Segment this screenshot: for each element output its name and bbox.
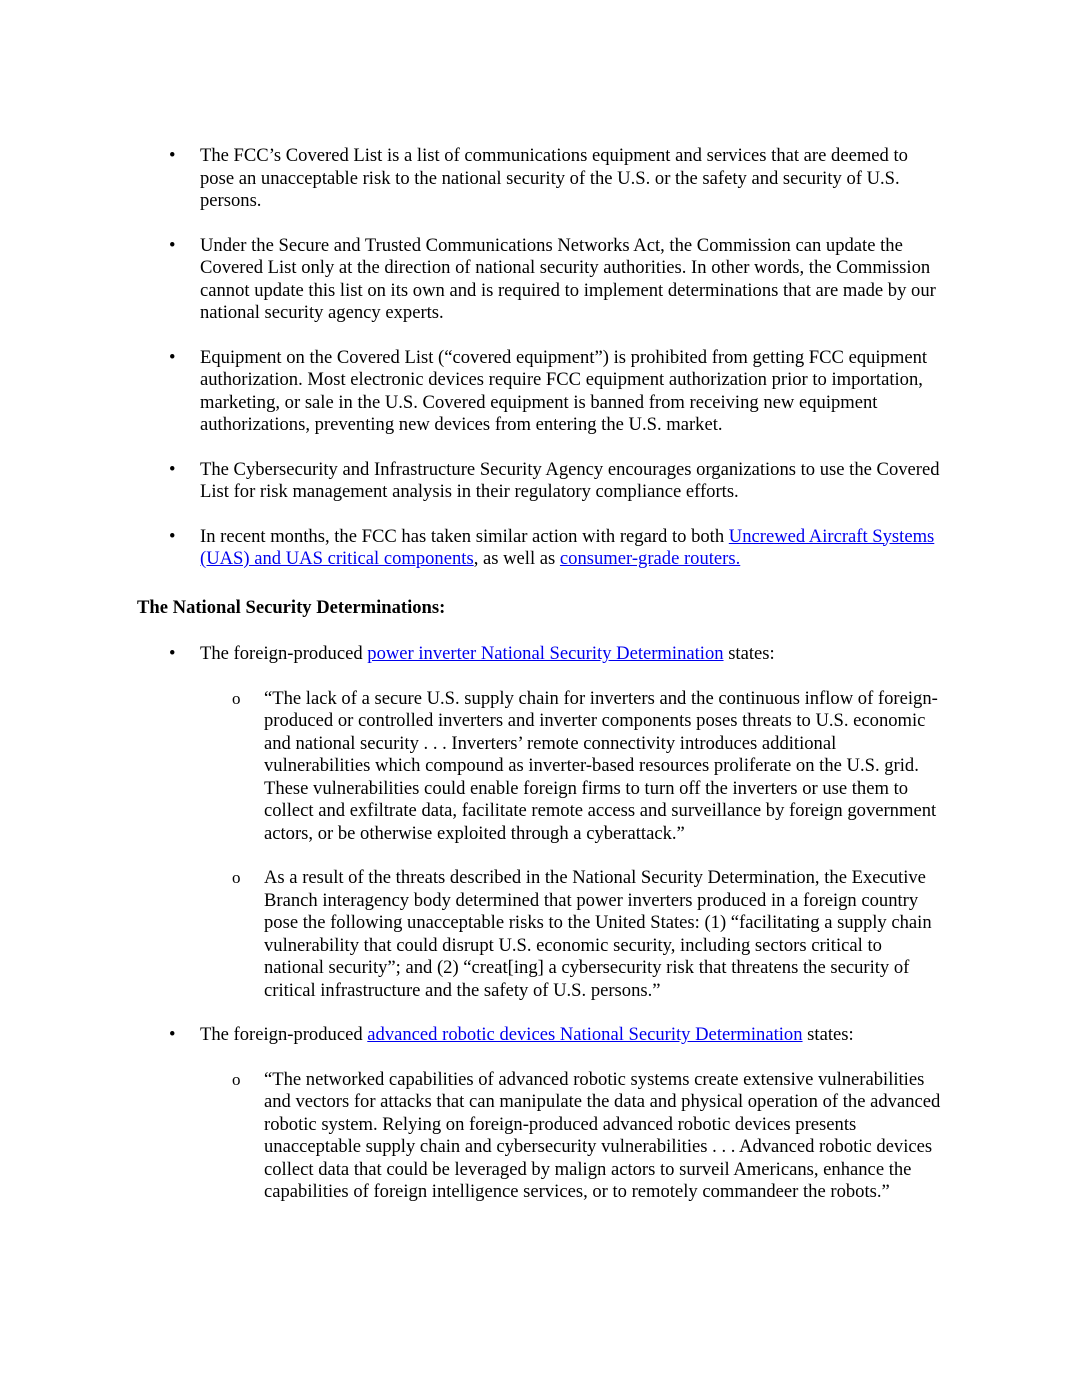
bullet-text: Equipment on the Covered List (“covered equipment”) is prohibited from getting FCC equipment authorization. Most electronic devices require FCC equipment authorization prior to importation, marketing, or sale in the U.S. Covered equipment is banned from receiving new equipment authorizations, preventing new devices from entering the U.S. market. bbox=[200, 346, 928, 435]
bullet-glyph: • bbox=[169, 346, 176, 368]
bullet-middle: , as well as bbox=[473, 548, 560, 569]
bullet-glyph: • bbox=[169, 234, 176, 256]
bullet-prefix: In recent months, the FCC has taken similar action with regard to both bbox=[200, 525, 729, 547]
bullet-cisa bbox=[0, 459, 940, 504]
determinations-list bbox=[0, 643, 1080, 1204]
sub-bullet-glyph: o bbox=[232, 868, 241, 887]
bullet-text: Under the Secure and Trusted Communications Networks Act, the Commission can update the Covered List only at the direction of national security authorities. In other words, the Commission cannot update this list on its own and is required to implement determinations that are made by our national security agency experts. bbox=[200, 234, 936, 323]
power-inverter-link[interactable]: power inverter National Security Determination bbox=[367, 643, 724, 664]
uas-link[interactable]: Uncrewed Aircraft Systems (UAS) and UAS critical components bbox=[200, 525, 935, 569]
bullet-covered-list-definition bbox=[0, 145, 940, 213]
bullet-glyph: • bbox=[169, 458, 176, 480]
sub-bullet-text: “The lack of a secure U.S. supply chain for inverters and the continuous inflow of foreign-produced or controlled inverters and inverter components poses threats to U.S. economic and national security . . . Inverters’ remote connectivity introduces additional vulnerabilities which compound as inverter-based resources proliferate on the U.S. grid. These vulnerabilities could enable foreign firms to turn off the inverters or use them to collect and exfiltrate data, facilitate remote access and surveillance by foreign government actors, or be otherwise exploited through a cyberattack.” bbox=[264, 687, 938, 844]
bullet-covered-equipment bbox=[0, 347, 940, 437]
bullet-robotics bbox=[0, 1024, 940, 1047]
sub-bullet-glyph: o bbox=[232, 1069, 241, 1089]
covered-list-bullets bbox=[0, 145, 1080, 571]
robotics-link[interactable]: advanced robotic devices National Security Determination bbox=[367, 1024, 803, 1045]
sub-bullet-robotics-quote bbox=[0, 1069, 944, 1204]
bullet-glyph: • bbox=[169, 643, 176, 664]
bullet-recent-actions bbox=[0, 526, 940, 571]
sub-bullet-glyph: o bbox=[232, 688, 241, 708]
section-heading: The National Security Determinations: bbox=[137, 597, 446, 618]
bullet-glyph: • bbox=[169, 145, 176, 166]
sub-bullet-inverter-risks bbox=[0, 867, 944, 1002]
bullet-text: The FCC’s Covered List is a list of communications equipment and services that are deemed to pose an unacceptable risk to the national security of the U.S. or the safety and security of U.S. persons. bbox=[200, 145, 908, 211]
bullet-prefix: The foreign-produced bbox=[200, 643, 368, 664]
bullet-power-inverter bbox=[0, 643, 940, 666]
bullet-glyph: • bbox=[169, 1024, 176, 1045]
bullet-glyph: • bbox=[169, 525, 176, 547]
bullet-prefix: The foreign-produced bbox=[200, 1024, 368, 1045]
sub-bullet-text: As a result of the threats described in the National Security Determination, the Executive Branch interagency body determined that power inverters produced in a foreign country pose the following unacceptable risks to the United States: (1) “facilitating a supply chain vulnerability that could disrupt U.S. economic security, including sectors critical to national security”; and (2) “creat[ing] a cybersecurity risk that threatens the security of critical infrastructure and the safety of U.S. persons.” bbox=[264, 867, 932, 1001]
sub-bullet-inverter-quote bbox=[0, 688, 944, 846]
bullet-text: The Cybersecurity and Infrastructure Security Agency encourages organizations to use the Covered List for risk management analysis in their regulatory compliance efforts. bbox=[200, 458, 940, 502]
sub-bullet-text: “The networked capabilities of advanced robotic systems create extensive vulnerabilities and vectors for attacks that can manipulate the data and physical operation of the advanced robotic system. Relying on foreign-produced advanced robotic devices presents unacceptable supply chain and cybersecurity vulnerabilities . . . Advanced robotic devices collect data that could be leveraged by malign actors to surveil Americans, enhance the capabilities of foreign intelligence services, or to remotely commandeer the robots.” bbox=[264, 1068, 941, 1202]
bullet-secure-networks-act bbox=[0, 235, 940, 325]
routers-link[interactable]: consumer-grade routers. bbox=[559, 548, 741, 569]
bullet-suffix: states: bbox=[723, 643, 775, 664]
bullet-suffix: states: bbox=[802, 1024, 854, 1045]
